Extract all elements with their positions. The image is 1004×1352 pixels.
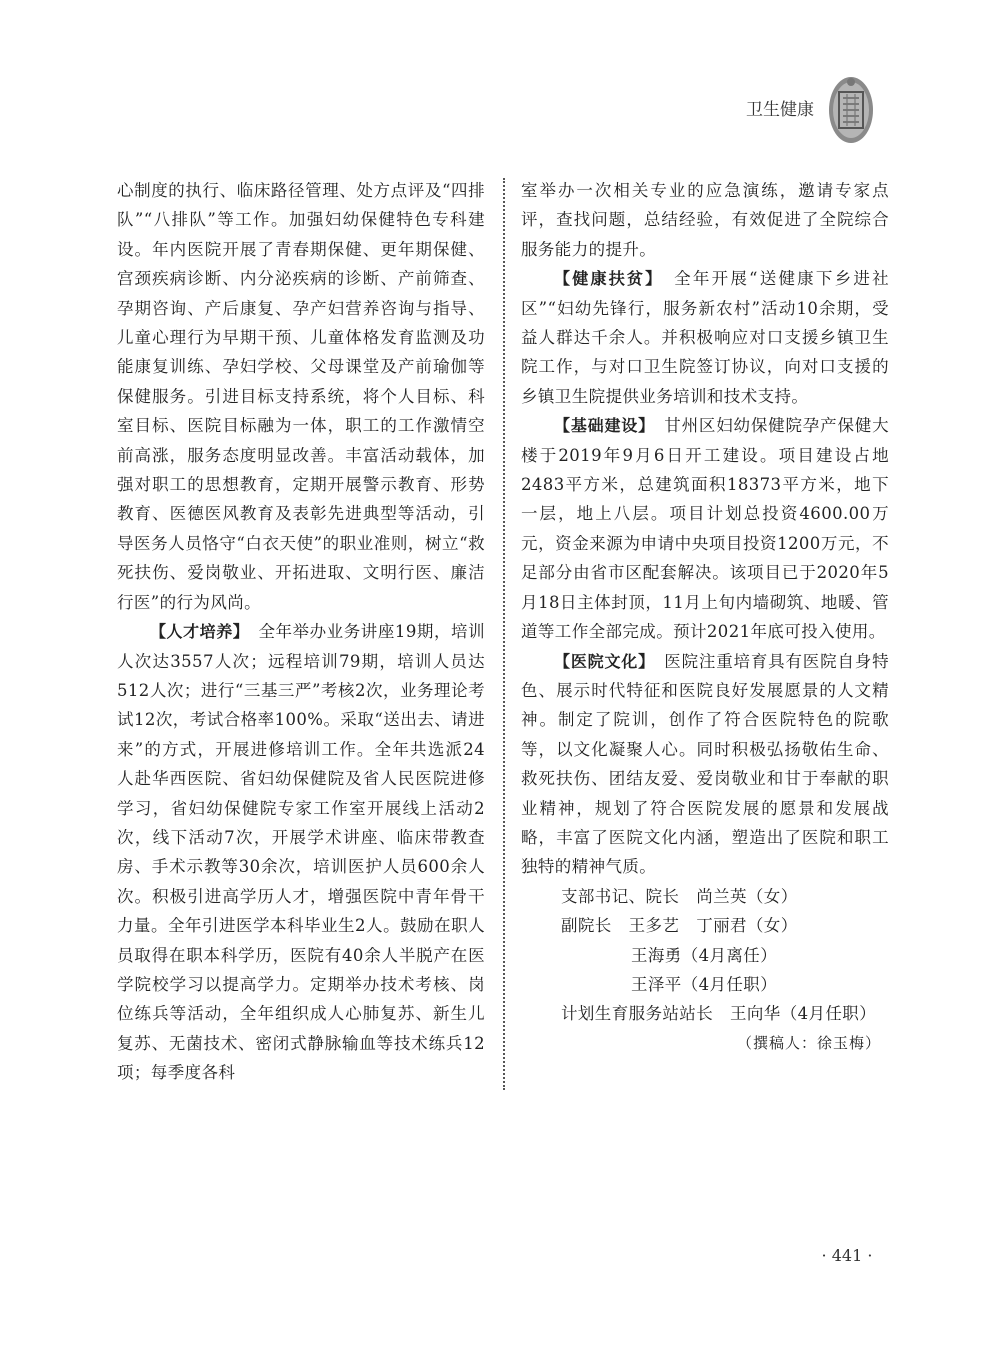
roster-line: 副院长 王多艺 丁丽君（女）: [561, 916, 798, 936]
left-column: [117, 176, 485, 1088]
paragraph-health-poverty-text: 全年开展“送健康下乡进社区”“妇幼先锋行，服务新农村”活动10余期，受益人群达千余人。并积极响应对口支援乡镇卫生院工作，与对口卫生院签订协议，向对口支援的乡镇卫生院提供业务培训和技术支持。: [521, 269, 889, 406]
paragraph-culture: [521, 647, 889, 882]
paragraph-system: 心制度的执行、临床路径管理、处方点评及“四排队”“八排队”等工作。加强妇幼保健特色专科建设。年内医院开展了青春期保健、更年期保健、宫颈疾病诊断、内分泌疾病的诊断、产前筛查、孕期咨询、产后康复、孕产妇营养咨询与指导、儿童心理行为早期干预、儿童体格发育监测及功能康复训练、孕妇学校、父母课堂及产前瑜伽等保健服务。引进目标支持系统，将个人目标、科室目标、医院目标融为一体，职工的工作激情空前高涨，服务态度明显改善。丰富活动载体，加强对职工的思想教育，定期开展警示教育、形势教育、医德医风教育及表彰先进典型等活动，引导医务人员恪守“白衣天使”的职业准则，树立“救死扶伤、爱岗敬业、开拓进取、文明行医、廉洁行医”的行为风尚。: [117, 181, 485, 612]
paragraph-drill: 室举办一次相关专业的应急演练，邀请专家点评，查找问题，总结经验，有效促进了全院综合服务能力的提升。: [521, 181, 889, 259]
roster-line: 支部书记、院长 尚兰英（女）: [561, 886, 798, 906]
section-tag-infrastructure: 【基础建设】: [554, 416, 647, 436]
author-credit: （撰稿人：徐玉梅）: [736, 1033, 881, 1052]
section-tag-health-poverty: 【健康扶贫】: [554, 269, 656, 289]
paragraph-talent-text: 全年举办业务讲座19期，培训人次达3557人次；远程培训79期，培训人员达512人次；进行“三基三严”考核2次，业务理论考试12次，考试合格率100%。采取“送出去、请进来”的方式，开展进修培训工作。全年共选派24人赴华西医院、省妇幼保健院及省人民医院进修学习，省妇幼保健院专家工作室开展线上活动2次，线下活动7次，开展学术讲座、临床带教查房、手术示教等30余次，培训医护人员600余人次。积极引进高学历人才，增强医院中青年骨干力量。全年引进医学本科毕业生2人。鼓励在职人员取得在职本科学历，医院有40余人半脱产在医学院校学习以提高学力。定期举办技术考核、岗位练兵等活动，全年组织成人心肺复苏、新生儿复苏、无菌技术、密闭式静脉输血等技术练兵12项；每季度各科: [117, 622, 485, 1083]
section-tag-talent: 【人才培养】: [150, 622, 242, 642]
section-title: 卫生健康: [746, 100, 814, 120]
paragraph-culture-text: 医院注重培育具有医院自身特色、展示时代特征和医院良好发展愿景的人文精神。制定了院训，创作了符合医院特色的院歌等，以文化凝聚人心。同时积极弘扬敬佑生命、救死扶伤、团结友爱、爱岗敬业和甘于奉献的职业精神，规划了符合医院发展的愿景和发展战略，丰富了医院文化内涵，塑造出了医院和职工独特的精神气质。: [521, 651, 889, 877]
section-tag-culture: 【医院文化】: [554, 651, 647, 671]
paragraph-infrastructure-text: 甘州区妇幼保健院孕产保健大楼于2019年9月6日开工建设。项目建设占地2483平方米，总建筑面积18373平方米，地下一层，地上八层。项目计划总投资4600.00万元，资金来源为申请中央项目投资1200万元，不足部分由省市区配套解决。该项目已于2020年5月18日主体封顶，11月上旬内墙砌筑、地暖、管道等工作全部完成。预计2021年底可投入使用。: [521, 416, 889, 642]
roster-line: 计划生育服务站站长 王向华（4月任职）: [561, 1004, 877, 1024]
column-divider: [503, 178, 505, 1090]
paragraph-health-poverty: [521, 264, 889, 411]
seal-stamp-icon: [826, 70, 876, 146]
right-column: [521, 176, 889, 1058]
roster-line: 王泽平（4月任职）: [631, 974, 778, 994]
roster-line: 王海勇（4月离任）: [631, 945, 778, 965]
paragraph-infrastructure: [521, 411, 889, 646]
page-number: · 441 ·: [821, 1246, 873, 1265]
staff-roster: [521, 882, 889, 1029]
paragraph-talent-training: [117, 617, 485, 1088]
